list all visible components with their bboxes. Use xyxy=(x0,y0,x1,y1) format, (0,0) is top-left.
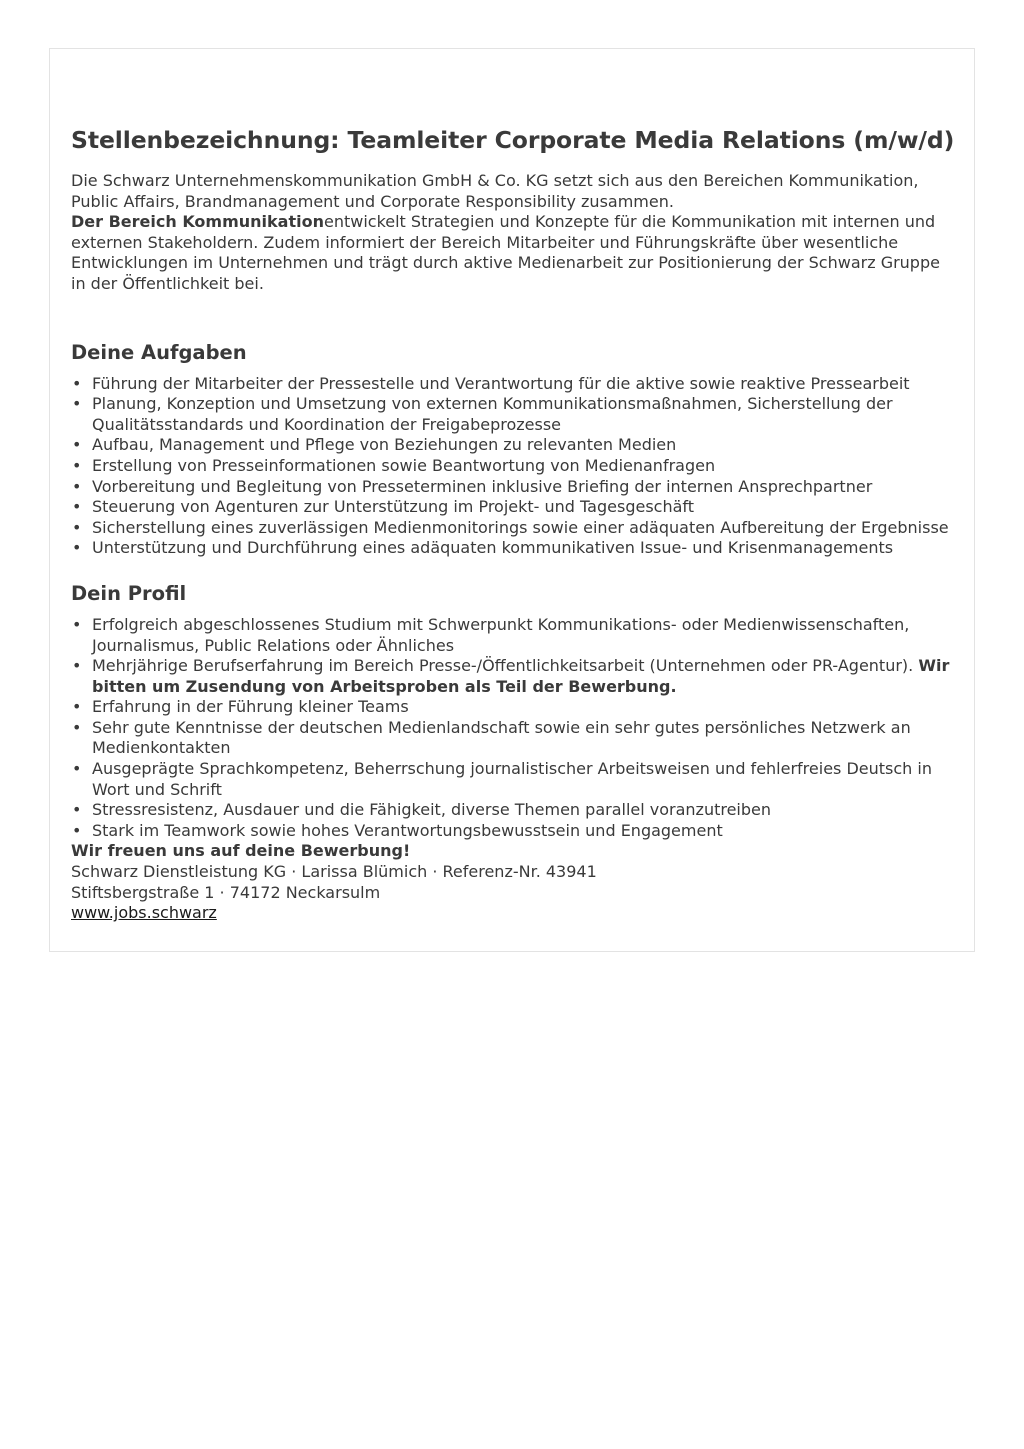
list-item-text: Steuerung von Agenturen zur Unterstützung im Projekt- und Tagesgeschäft xyxy=(92,497,695,517)
profil-list xyxy=(71,615,955,842)
intro-paragraph: Die Schwarz Unternehmenskommunikation GmbH & Co. KG setzt sich aus den Bereichen Kommunikation, Public Affairs, Brandmanagement und Corporate Responsibility zusammen. xyxy=(71,171,919,211)
list-item-text: Sehr gute Kenntnisse der deutschen Medienlandschaft sowie ein sehr gutes persönliches Netzwerk an Medienkontakten xyxy=(92,717,911,758)
list-item-text: Unterstützung und Durchführung eines adäquaten kommunikativen Issue- und Krisenmanagements xyxy=(92,538,894,558)
list-item xyxy=(71,394,955,435)
list-item-text: Führung der Mitarbeiter der Pressestelle und Verantwortung für die aktive sowie reaktive Pressearbeit xyxy=(92,373,910,393)
bullet-icon: • xyxy=(72,517,82,537)
bullet-icon: • xyxy=(72,455,82,475)
page-title: Stellenbezeichnung: Teamleiter Corporate Media Relations (m/w/d) xyxy=(71,126,955,154)
list-item xyxy=(71,477,955,498)
intro-paragraph-text: entwickelt Strategien und Konzepte für die Kommunikation mit internen und externen Stakeholdern. Zudem informiert der Bereich Mitarbeiter und Führungskräfte über wesentliche Entwicklungen im Unternehmen und trägt durch aktive Medienarbeit zur Positionierung der Schwarz Gruppe in der Öffentlichkeit bei. xyxy=(71,212,940,293)
contact-line: Schwarz Dienstleistung KG · Larissa Blümich · Referenz-Nr. 43941 xyxy=(71,862,597,882)
bullet-icon: • xyxy=(72,476,82,496)
list-item xyxy=(71,697,955,718)
list-item-text: Aufbau, Management und Pflege von Beziehungen zu relevanten Medien xyxy=(92,435,677,455)
list-item xyxy=(71,718,955,759)
list-item xyxy=(71,615,955,656)
website-link[interactable]: www.jobs.schwarz xyxy=(71,903,217,923)
closing-cta xyxy=(71,841,955,862)
bullet-icon: • xyxy=(72,820,82,840)
closing-cta-text: Wir freuen uns auf deine Bewerbung! xyxy=(71,841,411,861)
bullet-icon: • xyxy=(72,759,82,779)
bullet-icon: • xyxy=(72,800,82,820)
list-item-text: Sicherstellung eines zuverlässigen Medienmonitorings sowie einer adäquaten Aufbereitung der Ergebnisse xyxy=(92,517,949,537)
list-item-text: Erfolgreich abgeschlossenes Studium mit Schwerpunkt Kommunikations- oder Medienwissenschaften, Journalismus, Public Relations oder Ähnliches xyxy=(92,614,910,655)
list-item xyxy=(71,435,955,456)
bullet-icon: • xyxy=(72,394,82,414)
bullet-icon: • xyxy=(72,614,82,634)
closing-section xyxy=(71,841,955,923)
bullet-icon: • xyxy=(72,373,82,393)
list-item-text: Ausgeprägte Sprachkompetenz, Beherrschung journalistischer Arbeitsweisen und fehlerfreies Deutsch in Wort und Schrift xyxy=(92,759,932,799)
bullet-icon: • xyxy=(72,435,82,455)
aufgaben-list xyxy=(71,374,955,559)
intro-bold-lead: Der Bereich Kommunikation xyxy=(71,212,324,232)
list-item xyxy=(71,538,955,559)
list-item-text: Erfahrung in der Führung kleiner Teams xyxy=(92,697,409,717)
intro-section xyxy=(71,171,955,295)
list-item-text: Planung, Konzeption und Umsetzung von externen Kommunikationsmaßnahmen, Sicherstellung der Qualitätsstandards und Koordination der Freigabeprozesse xyxy=(92,394,893,434)
list-item xyxy=(71,821,955,842)
list-item-text: Stressresistenz, Ausdauer und die Fähigkeit, diverse Themen parallel voranzutreiben xyxy=(92,800,772,820)
list-item-emphasis: Wir bitten um Zusendung von Arbeitsproben als Teil der Bewerbung. xyxy=(92,656,950,696)
website-line xyxy=(71,903,955,924)
list-item xyxy=(71,800,955,821)
list-item xyxy=(71,374,955,395)
intro-paragraph-kommunikation xyxy=(71,212,955,294)
list-item-text: Erstellung von Presseinformationen sowie Beantwortung von Medienanfragen xyxy=(92,455,716,475)
list-item xyxy=(71,456,955,477)
list-item-text: Stark im Teamwork sowie hohes Verantwortungsbewusstsein und Engagement xyxy=(92,820,723,840)
list-item-text: Vorbereitung und Begleitung von Presseterminen inklusive Briefing der internen Ansprechpartner xyxy=(92,476,873,496)
list-item xyxy=(71,759,955,800)
address-line: Stiftsbergstraße 1 · 74172 Neckarsulm xyxy=(71,882,381,902)
job-posting-card xyxy=(49,48,975,952)
list-item xyxy=(71,656,955,697)
bullet-icon: • xyxy=(72,656,82,676)
list-item xyxy=(71,497,955,518)
list-item-text: Mehrjährige Berufserfahrung im Bereich Presse-/Öffentlichkeitsarbeit (Unternehmen oder PR-Agentur). xyxy=(92,656,914,676)
bullet-icon: • xyxy=(72,717,82,737)
list-item xyxy=(71,518,955,539)
job-posting-content xyxy=(71,125,955,924)
bullet-icon: • xyxy=(72,497,82,517)
bullet-icon: • xyxy=(72,538,82,558)
bullet-icon: • xyxy=(72,697,82,717)
profil-heading: Dein Profil xyxy=(71,581,187,605)
aufgaben-heading: Deine Aufgaben xyxy=(71,340,247,364)
